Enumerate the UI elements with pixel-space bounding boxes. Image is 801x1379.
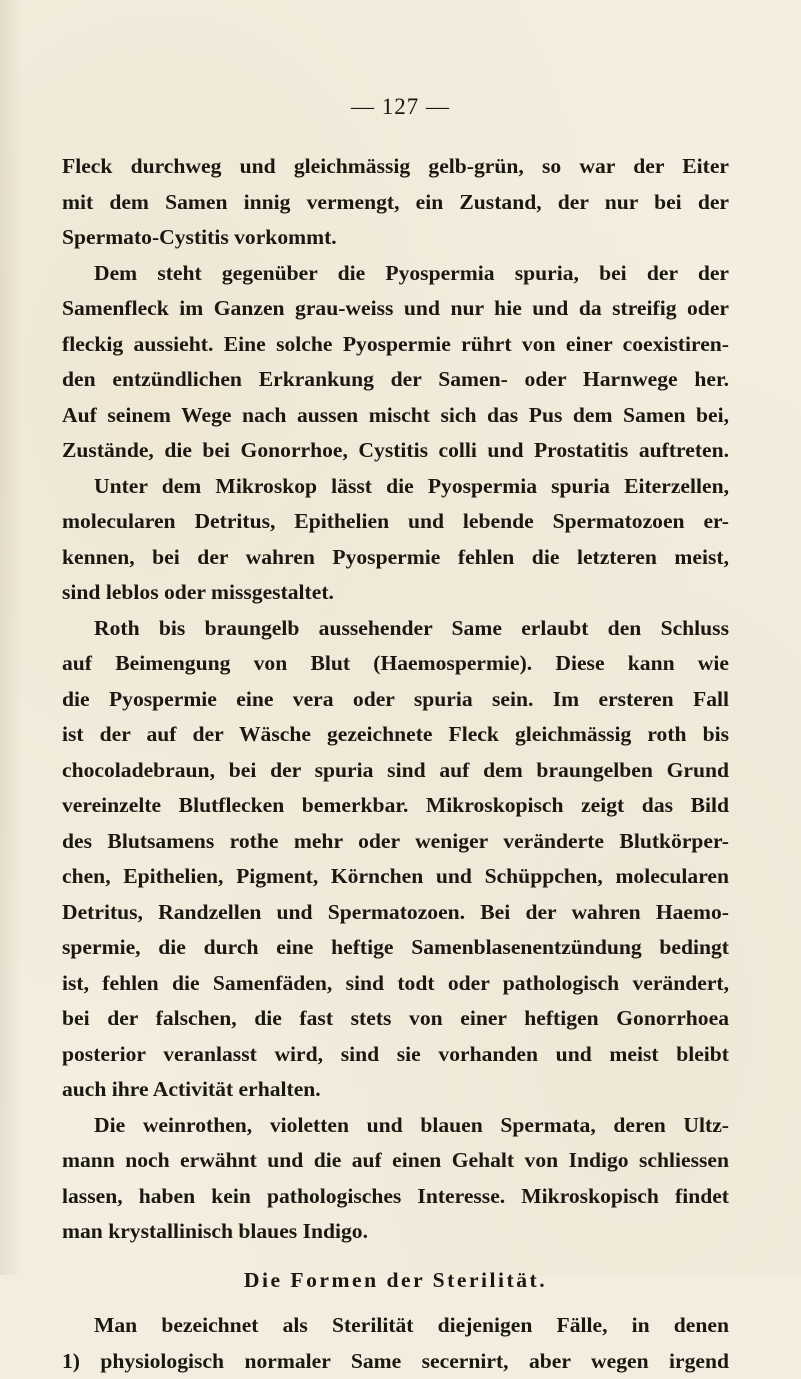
text-line: sind leblos oder missgestaltet.: [62, 575, 729, 611]
text-line: chocoladebraun, bei der spuria sind auf dem braungelben Grund: [62, 753, 729, 789]
text-line: man krystallinisch blaues Indigo.: [62, 1214, 729, 1250]
text-line: Zustände, die bei Gonorrhoe, Cystitis colli und Prostatitis auftreten.: [62, 433, 729, 469]
text-line: Roth bis braungelb aussehender Same erlaubt den Schluss: [62, 611, 729, 647]
page-number: — 127 —: [0, 94, 801, 120]
text-line: mit dem Samen innig vermengt, ein Zustand, der nur bei der: [62, 185, 729, 221]
text-line: ist, fehlen die Samenfäden, sind todt oder pathologisch verändert,: [62, 966, 729, 1002]
text-line: Detritus, Randzellen und Spermatozoen. Bei der wahren Haemo-: [62, 895, 729, 931]
text-line: Fleck durchweg und gleichmässig gelb-grün, so war der Eiter: [62, 149, 729, 185]
text-line: die Pyospermie eine vera oder spuria sein. Im ersteren Fall: [62, 682, 729, 718]
text-line: Samenfleck im Ganzen grau-weiss und nur hie und da streifig oder: [62, 291, 729, 327]
page-edge-shadow: [0, 0, 22, 1275]
text-line: Unter dem Mikroskop lässt die Pyospermia spuria Eiterzellen,: [62, 469, 729, 505]
text-line: bei der falschen, die fast stets von einer heftigen Gonorrhoea: [62, 1001, 729, 1037]
text-line: Die weinrothen, violetten und blauen Spermata, deren Ultz-: [62, 1108, 729, 1144]
section-heading: Die Formen der Sterilität.: [62, 1263, 729, 1299]
text-line: kennen, bei der wahren Pyospermie fehlen die letzteren meist,: [62, 540, 729, 576]
body-text: [62, 149, 729, 1379]
text-line: mann noch erwähnt und die auf einen Gehalt von Indigo schliessen: [62, 1143, 729, 1179]
text-line: fleckig aussieht. Eine solche Pyospermie rührt von einer coexistiren-: [62, 327, 729, 363]
text-line: ist der auf der Wäsche gezeichnete Fleck gleichmässig roth bis: [62, 717, 729, 753]
text-line: posterior veranlasst wird, sind sie vorhanden und meist bleibt: [62, 1037, 729, 1073]
text-line: vereinzelte Blutflecken bemerkbar. Mikroskopisch zeigt das Bild: [62, 788, 729, 824]
text-line: molecularen Detritus, Epithelien und lebende Spermatozoen er-: [62, 504, 729, 540]
text-line: auch ihre Activität erhalten.: [62, 1072, 729, 1108]
text-line: Spermato-Cystitis vorkommt.: [62, 220, 729, 256]
text-line: spermie, die durch eine heftige Samenblasenentzündung bedingt: [62, 930, 729, 966]
text-line: den entzündlichen Erkrankung der Samen- oder Harnwege her.: [62, 362, 729, 398]
text-line: Auf seinem Wege nach aussen mischt sich das Pus dem Samen bei,: [62, 398, 729, 434]
text-line: lassen, haben kein pathologisches Interesse. Mikroskopisch findet: [62, 1179, 729, 1215]
text-line: auf Beimengung von Blut (Haemospermie). Diese kann wie: [62, 646, 729, 682]
text-line: 1) physiologisch normaler Same secernirt, aber wegen irgend: [62, 1344, 729, 1379]
text-line: des Blutsamens rothe mehr oder weniger veränderte Blutkörper-: [62, 824, 729, 860]
text-line: Man bezeichnet als Sterilität diejenigen Fälle, in denen: [62, 1308, 729, 1344]
text-line: Dem steht gegenüber die Pyospermia spuria, bei der der: [62, 256, 729, 292]
text-line: chen, Epithelien, Pigment, Körnchen und Schüppchen, molecularen: [62, 859, 729, 895]
